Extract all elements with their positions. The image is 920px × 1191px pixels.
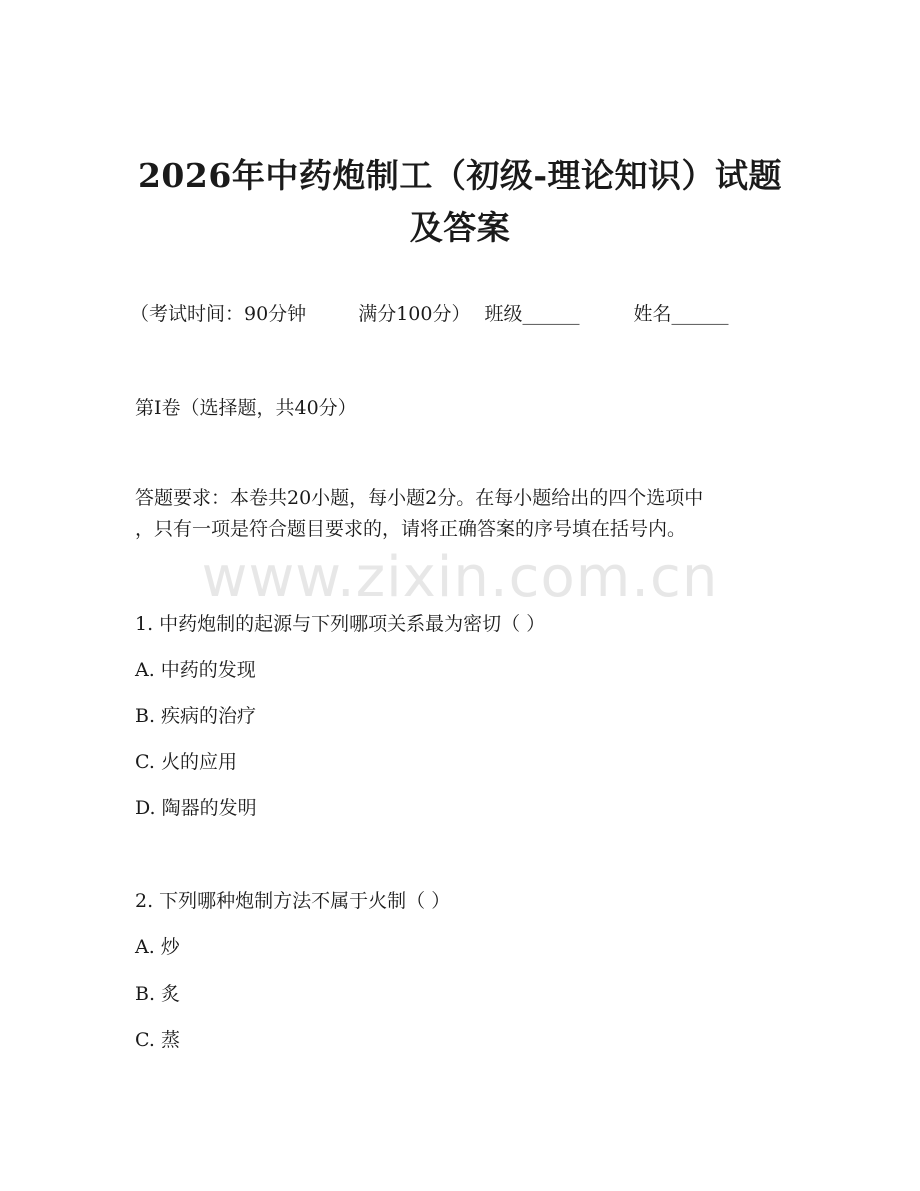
question-1-option-b: B. 疾病的治疗 [135, 705, 257, 727]
exam-info-row [130, 300, 728, 328]
question-2-option-c: C. 蒸 [135, 1029, 180, 1051]
answer-requirement-line1: 答题要求：本卷共20小题，每小题2分。在每小题给出的四个选项中 [135, 487, 704, 509]
answer-requirement-line2: ，只有一项是符合题目要求的，请将正确答案的序号填在括号内。 [135, 518, 687, 540]
exam-full-score: 满分100分） [358, 303, 471, 325]
question-1-option-a: A. 中药的发现 [135, 659, 256, 681]
question-2-option-b: B. 炙 [135, 983, 181, 1005]
question-2-option-a: A. 炒 [135, 936, 180, 958]
exam-time: （考试时间：90分钟 [130, 303, 307, 325]
watermark: www.zixin.com.cn [201, 545, 719, 610]
question-1-option-c: C. 火的应用 [135, 751, 237, 773]
document-title-line1: 2026年中药炮制工（初级-理论知识）试题 [137, 156, 783, 195]
question-1-option-d: D. 陶器的发明 [135, 797, 257, 819]
name-field: 姓名______ [633, 303, 729, 325]
class-field: 班级______ [484, 303, 580, 325]
question-1-stem: 1. 中药炮制的起源与下列哪项关系最为密切（ ） [135, 613, 546, 635]
document-title-line2: 及答案 [409, 208, 511, 247]
section-heading: 第I卷（选择题，共40分） [135, 397, 357, 419]
question-2-stem: 2. 下列哪种炮制方法不属于火制（ ） [135, 890, 451, 912]
